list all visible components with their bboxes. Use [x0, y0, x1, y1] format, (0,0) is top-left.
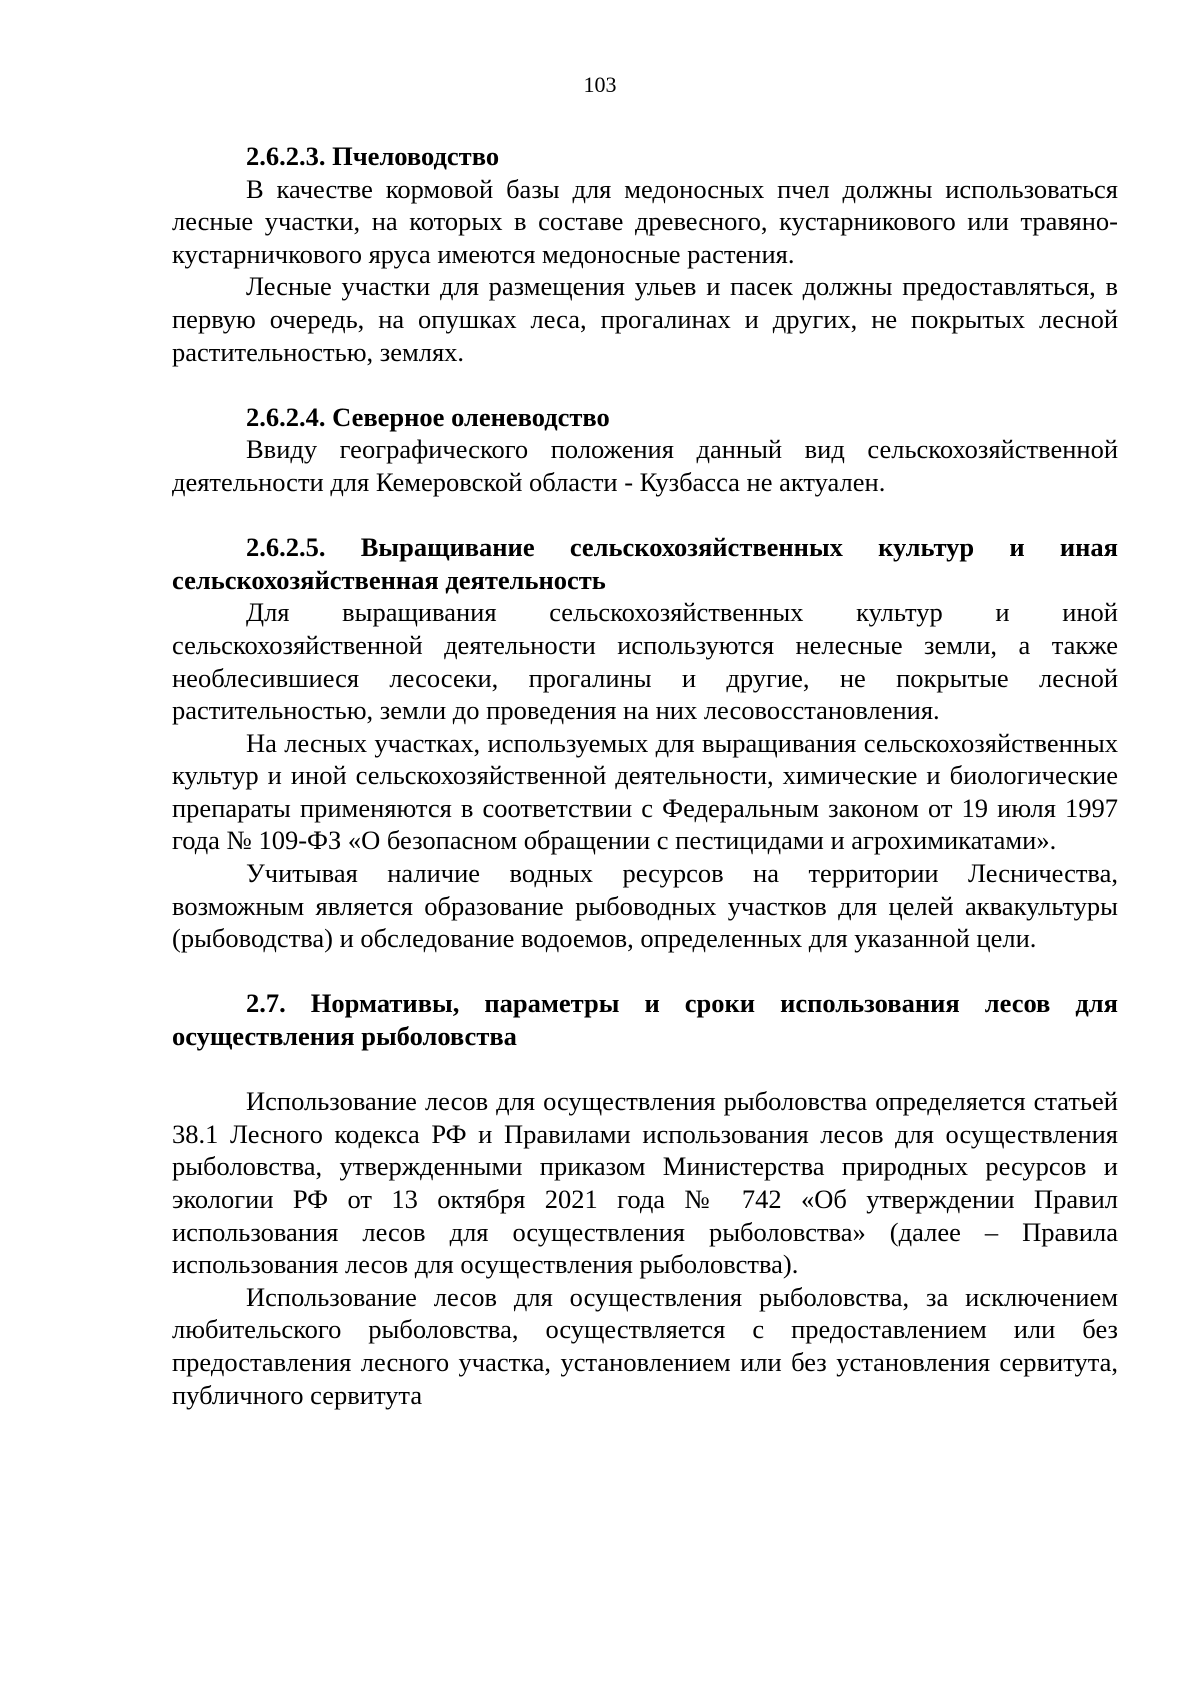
section-heading: 2.6.2.3. Пчеловодство: [246, 141, 500, 171]
section-gap: [172, 368, 1118, 401]
paragraph: Лесные участки для размещения ульев и пасек должны предоставляться, в первую очередь, на опушках леса, прогалинах и других, не покрытых лесной растительностью, землях.: [172, 271, 1118, 367]
heading-gap: [172, 1053, 1118, 1086]
paragraph: Использование лесов для осуществления рыболовства определяется статьей 38.1 Лесного кодекса РФ и Правилами использования лесов для осуществления рыболовства, утвержденными приказом Министерства природных ресурсов и экологии РФ от 13 октября 2021 года № 742 «Об утверждении Правил использования лесов для осуществления рыболовства» (далее – Правила использования лесов для осуществления рыболовства).: [172, 1086, 1118, 1280]
section-beekeeping: [172, 140, 1118, 368]
section-crop-growing: [172, 531, 1118, 955]
section-heading: 2.6.2.4. Северное оленеводство: [246, 401, 610, 432]
section-reindeer-herding: [172, 401, 1118, 499]
paragraph: Использование лесов для осуществления рыболовства, за исключением любительского рыболовства, осуществляется с предоставлением или без предоставления лесного участка, установлением или без установления сервитута, публичного сервитута: [172, 1281, 1118, 1410]
section-gap: [172, 955, 1118, 988]
paragraph: В качестве кормовой базы для медоносных пчел должны использоваться лесные участки, на которых в составе древесного, кустарникового или травяно-кустарничкового яруса имеются медоносные растения.: [172, 173, 1118, 269]
paragraph: На лесных участках, используемых для выращивания сельскохозяйственных культур и иной сельскохозяйственной деятельности, химические и биологические препараты применяются в соответствии с Федеральным законом от 19 июля 1997 года № 109-ФЗ «О безопасном обращении с пестицидами и агрохимикатами».: [172, 727, 1118, 856]
section-heading: 2.7. Нормативы, параметры и сроки использования лесов для осуществления рыболовства: [172, 988, 1118, 1052]
document-body: [172, 140, 1118, 1411]
section-fishing: [172, 987, 1118, 1411]
page-number: 103: [583, 72, 617, 97]
paragraph: Ввиду географического положения данный вид сельскохозяйственной деятельности для Кемеровской области - Кузбасса не актуален.: [172, 434, 1118, 497]
paragraph: Учитывая наличие водных ресурсов на территории Лесничества, возможным является образование рыбоводных участков для целей аквакультуры (рыбоводства) и обследование водоемов, определенных для указанной цели.: [172, 858, 1118, 954]
section-gap: [172, 499, 1118, 532]
section-heading: 2.6.2.5. Выращивание сельскохозяйственных культур и иная сельскохозяйственная деятельность: [172, 532, 1118, 595]
paragraph: Для выращивания сельскохозяйственных культур и иной сельскохозяйственной деятельности используются нелесные земли, а также необлесившиеся лесосеки, прогалины и другие, не покрытые лесной растительностью, земли до проведения на них лесовосстановления.: [172, 597, 1118, 726]
